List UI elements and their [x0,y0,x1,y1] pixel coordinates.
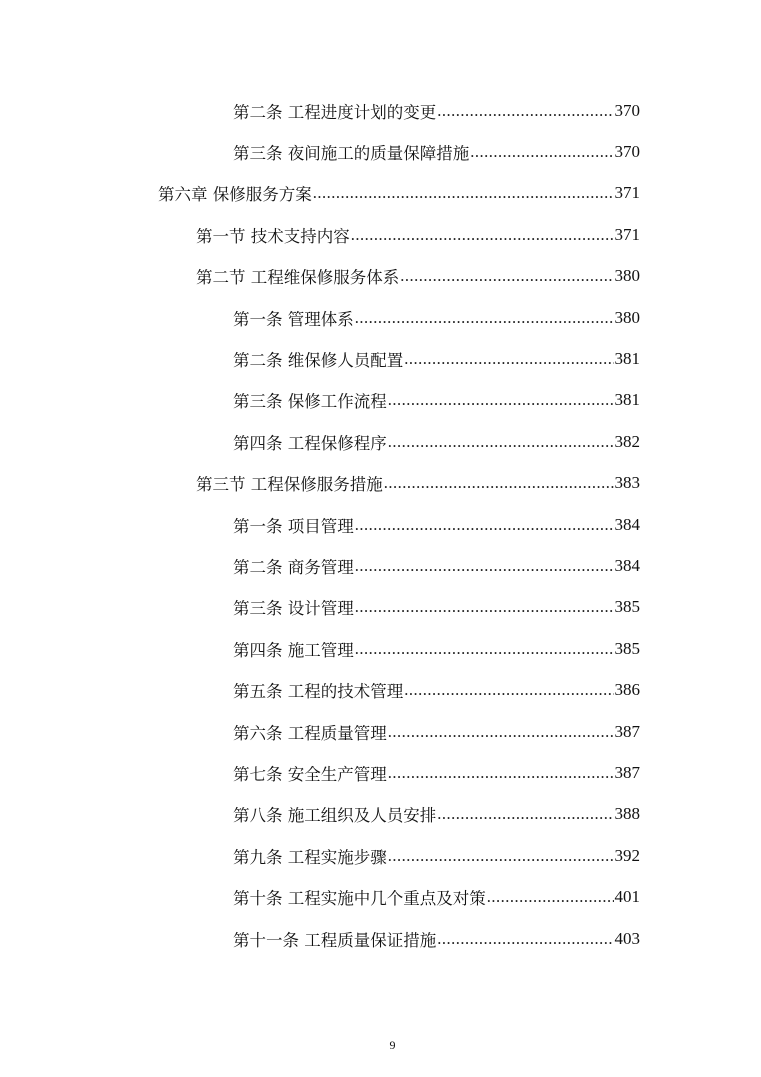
dot-leader [355,556,614,576]
toc-entry-title: 第六条 工程质量管理 [233,723,387,743]
toc-entry-title: 第一条 管理体系 [233,309,354,329]
toc-article-entry[interactable] [0,794,761,835]
dot-leader [437,804,613,824]
toc-article-entry[interactable] [0,338,761,379]
toc-entry-title: 第九条 工程实施步骤 [233,847,387,867]
page-number: 9 [389,1038,396,1052]
toc-entry-page: 384 [614,555,640,575]
toc-entry-page: 387 [614,721,640,741]
toc-entry-title: 第二条 商务管理 [233,557,354,577]
toc-entry-title: 第二条 工程进度计划的变更 [233,102,437,122]
toc-entry-title: 第三条 设计管理 [233,599,354,619]
table-of-contents [0,90,761,959]
toc-entry-page: 380 [614,266,640,286]
dot-leader [351,225,614,245]
toc-entry-page: 403 [614,928,640,948]
toc-entry-page: 381 [614,390,640,410]
dot-leader [487,887,614,907]
toc-section-entry[interactable] [0,214,761,255]
toc-entry-title: 第三节 工程保修服务措施 [196,475,383,495]
toc-article-entry[interactable] [0,752,761,793]
toc-article-entry[interactable] [0,587,761,628]
dot-leader [355,308,614,328]
toc-article-entry[interactable] [0,504,761,545]
toc-entry-title: 第十条 工程实施中几个重点及对策 [233,889,486,909]
toc-article-entry[interactable] [0,918,761,959]
toc-entry-title: 第四条 施工管理 [233,640,354,660]
toc-entry-page: 385 [614,597,640,617]
dot-leader [313,183,614,203]
toc-article-entry[interactable] [0,835,761,876]
toc-entry-page: 371 [614,183,640,203]
toc-entry-title: 第十一条 工程质量保证措施 [233,930,437,950]
dot-leader [388,722,614,742]
dot-leader [404,680,613,700]
toc-entry-page: 386 [614,680,640,700]
dot-leader [437,929,613,949]
toc-entry-page: 370 [614,142,640,162]
toc-entry-title: 第七条 安全生产管理 [233,764,387,784]
toc-entry-page: 401 [614,887,640,907]
toc-entry-title: 第四条 工程保修程序 [233,433,387,453]
toc-chapter-entry[interactable] [0,173,761,214]
toc-entry-title: 第二条 维保修人员配置 [233,351,404,371]
toc-article-entry[interactable] [0,421,761,462]
toc-entry-page: 371 [614,224,640,244]
dot-leader [388,763,614,783]
dot-leader [404,349,613,369]
toc-article-entry[interactable] [0,297,761,338]
toc-article-entry[interactable] [0,90,761,131]
dot-leader [388,390,614,410]
dot-leader [470,142,613,162]
toc-entry-page: 382 [614,431,640,451]
toc-section-entry[interactable] [0,256,761,297]
toc-article-entry[interactable] [0,380,761,421]
toc-entry-title: 第三条 保修工作流程 [233,392,387,412]
toc-entry-page: 383 [614,473,640,493]
dot-leader [400,266,613,286]
toc-article-entry[interactable] [0,711,761,752]
toc-entry-title: 第五条 工程的技术管理 [233,682,404,702]
toc-entry-page: 384 [614,514,640,534]
dot-leader [384,473,614,493]
toc-entry-title: 第二节 工程维保修服务体系 [196,268,400,288]
toc-entry-title: 第六章 保修服务方案 [158,185,312,205]
dot-leader [355,515,614,535]
dot-leader [388,432,614,452]
dot-leader [355,639,614,659]
dot-leader [437,101,613,121]
dot-leader [355,597,614,617]
toc-entry-title: 第一条 项目管理 [233,516,354,536]
toc-section-entry[interactable] [0,463,761,504]
toc-article-entry[interactable] [0,628,761,669]
toc-entry-title: 第一节 技术支持内容 [196,226,350,246]
toc-entry-title: 第三条 夜间施工的质量保障措施 [233,144,470,164]
toc-article-entry[interactable] [0,545,761,586]
toc-entry-page: 392 [614,845,640,865]
dot-leader [388,846,614,866]
toc-article-entry[interactable] [0,131,761,172]
toc-entry-page: 388 [614,804,640,824]
toc-article-entry[interactable] [0,876,761,917]
toc-entry-page: 381 [614,349,640,369]
toc-entry-page: 387 [614,762,640,782]
toc-entry-page: 370 [614,100,640,120]
toc-entry-title: 第八条 施工组织及人员安排 [233,806,437,826]
toc-article-entry[interactable] [0,669,761,710]
toc-entry-page: 385 [614,638,640,658]
toc-entry-page: 380 [614,307,640,327]
